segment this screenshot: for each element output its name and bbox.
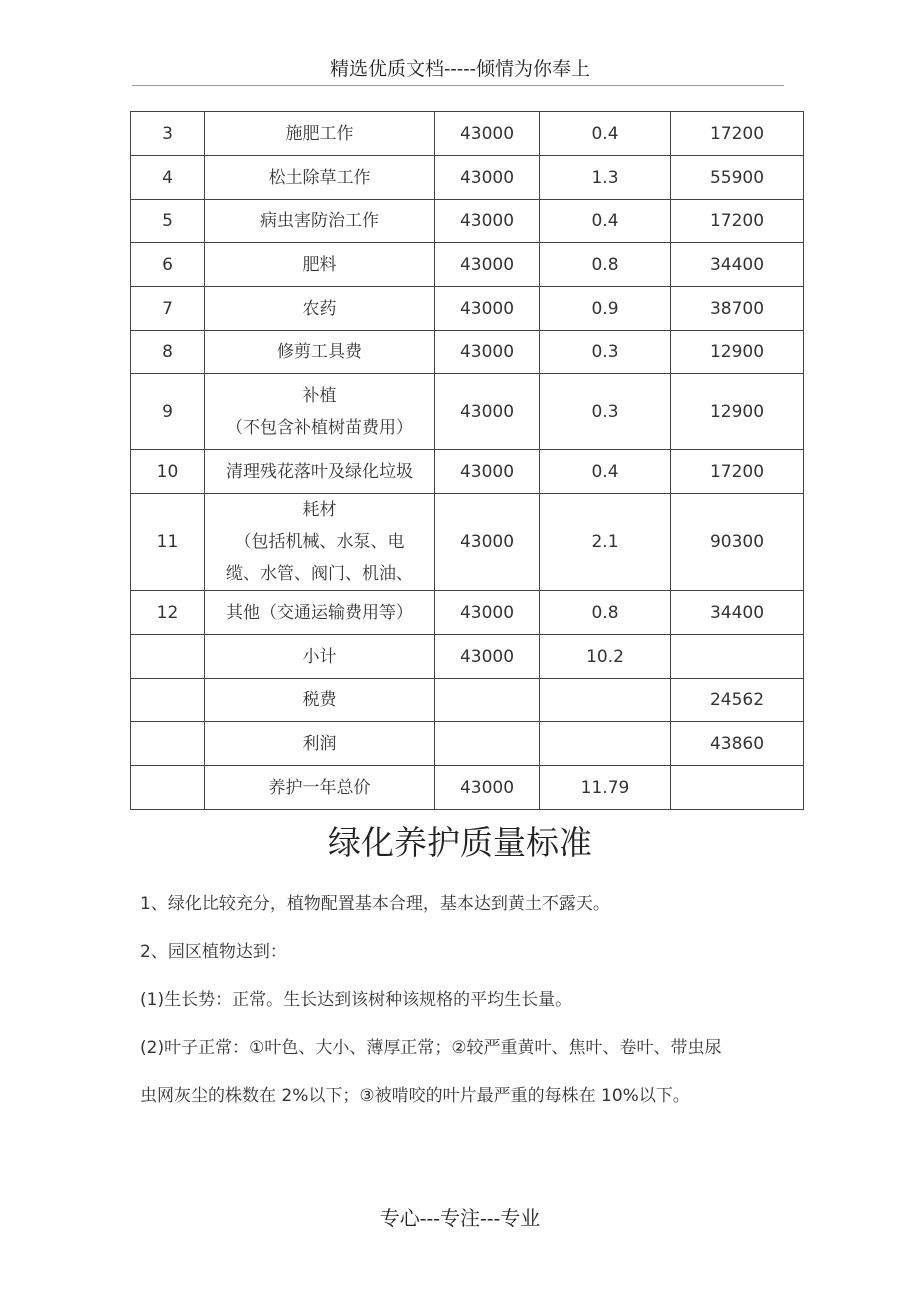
table-row — [131, 766, 804, 810]
unit-price-cell: 0.9 — [540, 287, 671, 331]
item-line: 补植 — [302, 385, 337, 406]
item-name-cell — [205, 635, 435, 679]
item-name-cell — [205, 374, 435, 450]
table-row — [131, 722, 804, 766]
table-row — [131, 243, 804, 287]
amount-cell: 34400 — [671, 243, 804, 287]
item-name-cell — [205, 494, 435, 591]
row-number-cell: 8 — [131, 331, 205, 374]
paragraph-5: 虫网灰尘的株数在 2%以下；③被啃咬的叶片最严重的每株在 10%以下。 — [140, 1086, 690, 1106]
item-line: 小计 — [302, 646, 337, 667]
item-line: 农药 — [302, 298, 337, 319]
amount-cell: 24562 — [671, 679, 804, 722]
row-number-cell — [131, 766, 205, 810]
amount-cell: 17200 — [671, 200, 804, 243]
amount-cell: 12900 — [671, 374, 804, 450]
table-row — [131, 679, 804, 722]
item-line: 肥料 — [302, 254, 337, 275]
quantity-cell: 43000 — [435, 287, 540, 331]
item-name-cell — [205, 200, 435, 243]
amount-cell: 34400 — [671, 591, 804, 635]
section-title: 绿化养护质量标准 — [328, 823, 592, 862]
item-name-cell — [205, 112, 435, 156]
item-name-cell — [205, 156, 435, 200]
amount-cell: 38700 — [671, 287, 804, 331]
item-name-cell — [205, 591, 435, 635]
item-name-cell — [205, 450, 435, 494]
item-line: 清理残花落叶及绿化垃圾 — [226, 461, 413, 482]
unit-price-cell — [540, 722, 671, 766]
row-number-cell: 7 — [131, 287, 205, 331]
unit-price-cell: 0.4 — [540, 450, 671, 494]
item-line: 利润 — [302, 733, 337, 754]
row-number-cell: 6 — [131, 243, 205, 287]
row-number-cell: 10 — [131, 450, 205, 494]
amount-cell: 90300 — [671, 494, 804, 591]
table-row — [131, 112, 804, 156]
paragraph-1: 1、绿化比较充分，植物配置基本合理，基本达到黄土不露天。 — [140, 894, 610, 914]
amount-cell: 17200 — [671, 450, 804, 494]
quantity-cell: 43000 — [435, 766, 540, 810]
page-footer: 专心---专注---专业 — [379, 1206, 541, 1230]
item-name-cell — [205, 766, 435, 810]
quantity-cell — [435, 679, 540, 722]
item-line: 松土除草工作 — [268, 167, 371, 188]
amount-cell — [671, 635, 804, 679]
amount-cell — [671, 766, 804, 810]
row-number-cell — [131, 722, 205, 766]
item-name-cell — [205, 243, 435, 287]
row-number-cell: 4 — [131, 156, 205, 200]
unit-price-cell: 0.8 — [540, 243, 671, 287]
table-row — [131, 200, 804, 243]
table-row — [131, 494, 804, 591]
table-body — [131, 112, 804, 810]
item-line: （包括机械、水泵、电 — [234, 532, 405, 552]
quantity-cell: 43000 — [435, 591, 540, 635]
unit-price-cell: 0.3 — [540, 374, 671, 450]
item-line: 修剪工具费 — [277, 342, 362, 362]
table-row — [131, 156, 804, 200]
paragraph-3: (1)生长势：正常。生长达到该树种该规格的平均生长量。 — [140, 990, 573, 1010]
table-row — [131, 591, 804, 635]
row-number-cell: 12 — [131, 591, 205, 635]
amount-cell: 55900 — [671, 156, 804, 200]
amount-cell: 12900 — [671, 331, 804, 374]
quantity-cell: 43000 — [435, 200, 540, 243]
unit-price-cell: 0.4 — [540, 200, 671, 243]
item-name-cell — [205, 287, 435, 331]
item-name-cell — [205, 331, 435, 374]
quantity-cell: 43000 — [435, 494, 540, 591]
item-line: 其他（交通运输费用等） — [226, 602, 413, 623]
item-name-cell — [205, 679, 435, 722]
item-line: 病虫害防治工作 — [260, 211, 379, 231]
item-line: 施肥工作 — [285, 123, 354, 144]
paragraph-2: 2、园区植物达到： — [140, 942, 287, 962]
header-divider — [132, 85, 784, 86]
item-line: （不包含补植树苗费用） — [226, 417, 413, 438]
unit-price-cell: 0.4 — [540, 112, 671, 156]
unit-price-cell: 0.8 — [540, 591, 671, 635]
row-number-cell: 3 — [131, 112, 205, 156]
table-row — [131, 635, 804, 679]
cost-table — [130, 111, 804, 810]
row-number-cell — [131, 635, 205, 679]
item-name-cell — [205, 722, 435, 766]
row-number-cell: 9 — [131, 374, 205, 450]
quantity-cell: 43000 — [435, 112, 540, 156]
row-number-cell: 5 — [131, 200, 205, 243]
unit-price-cell: 0.3 — [540, 331, 671, 374]
unit-price-cell: 10.2 — [540, 635, 671, 679]
amount-cell: 43860 — [671, 722, 804, 766]
quantity-cell: 43000 — [435, 243, 540, 287]
amount-cell: 17200 — [671, 112, 804, 156]
paragraph-4: (2)叶子正常：①叶色、大小、薄厚正常；②较严重黄叶、焦叶、卷叶、带虫尿 — [140, 1038, 722, 1058]
row-number-cell: 11 — [131, 494, 205, 591]
unit-price-cell — [540, 679, 671, 722]
quantity-cell: 43000 — [435, 331, 540, 374]
unit-price-cell: 11.79 — [540, 766, 671, 810]
unit-price-cell: 1.3 — [540, 156, 671, 200]
table-row — [131, 287, 804, 331]
item-line: 耗材 — [302, 500, 337, 520]
quantity-cell: 43000 — [435, 156, 540, 200]
quantity-cell: 43000 — [435, 635, 540, 679]
quantity-cell: 43000 — [435, 374, 540, 450]
table-row — [131, 450, 804, 494]
item-line: 缆、水管、阀门、机油、 — [226, 564, 413, 584]
row-number-cell — [131, 679, 205, 722]
table-row — [131, 374, 804, 450]
table-row — [131, 331, 804, 374]
item-line: 养护一年总价 — [268, 777, 371, 798]
quantity-cell — [435, 722, 540, 766]
quantity-cell: 43000 — [435, 450, 540, 494]
unit-price-cell: 2.1 — [540, 494, 671, 591]
page-header: 精选优质文档-----倾情为你奉上 — [329, 58, 591, 80]
item-line: 税费 — [302, 690, 337, 710]
